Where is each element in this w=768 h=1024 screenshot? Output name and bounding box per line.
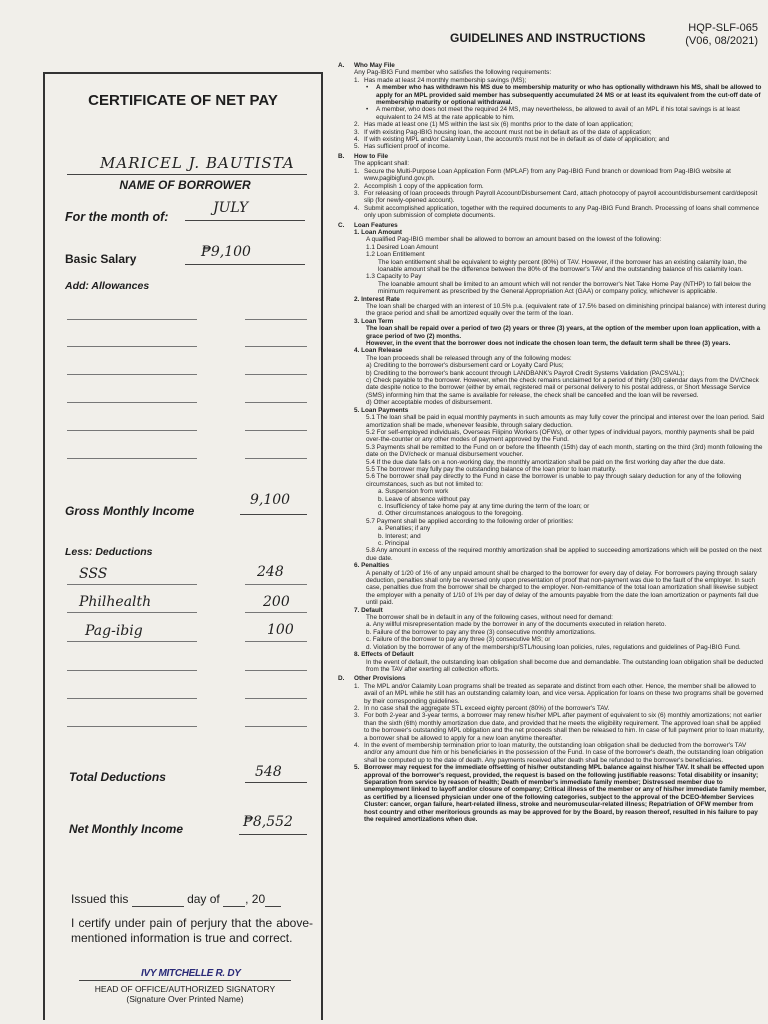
paragraph: c. Failure of the borrower to pay any three (3) consecutive MS; or [366, 636, 551, 644]
paragraph: 5.4 If the due date falls on a non-working day, the monthly amortization shall be paid on the first working day after the due date. [366, 458, 726, 466]
allowance-line [67, 346, 197, 347]
issued-year: , 20 [245, 892, 266, 906]
section-title: Loan Features [354, 221, 398, 229]
allowance-line [67, 458, 197, 459]
paragraph: The loan shall be repaid over a period of two (2) years or three (3) years, at the option of the member upon loan application, with a grace period of two (2) months. [366, 325, 761, 340]
guidelines-title: GUIDELINES AND INSTRUCTIONS [450, 31, 646, 45]
deduction-line [67, 584, 197, 585]
paragraph: c. Insufficiency of take home pay at any time during the term of the loan; or [378, 502, 590, 510]
subsection-title: 2. Interest Rate [354, 295, 400, 303]
allowance-amount-line [245, 319, 307, 320]
gross-income-value: 9,100 [250, 492, 291, 508]
section-letter: B. [338, 152, 345, 160]
section-loan-features [338, 222, 766, 674]
paragraph: 5.6 The borrower shall pay directly to the Fund in case the borrower is unable to pay through salary deduction for any of the following circumstances, such as but not limited to: [366, 473, 742, 488]
paragraph: However, in the event that the borrower does not indicate the chosen loan term, the default term shall be three (3) years. [366, 340, 731, 348]
paragraph: b) Crediting to the borrower's bank account through LANDBANK's Payroll Credit Systems Validation (PACSVAL); [366, 369, 685, 377]
list-item: • A member, who does not meet the required 24 MS, may nevertheless, be allowed to avail of an MPL if his total savings is at least equivalent to 24 MS at the rate applicable to him. [366, 106, 740, 121]
allowance-line [67, 430, 197, 431]
basic-salary-label: Basic Salary [65, 252, 137, 266]
paragraph: 1.2 Loan Entitlement [366, 251, 425, 259]
deduction-line [67, 698, 197, 699]
deduction-name: Philhealth [79, 594, 152, 610]
borrower-name-value: MARICEL J. BAUTISTA [100, 154, 295, 172]
section-letter: D. [338, 675, 345, 683]
subsection-title: 6. Penalties [354, 562, 390, 570]
list-item: 3. For releasing of loan proceeds through Payroll Account/Disbursement Card, attach photocopy of payroll account/disbursement card/deposit slip (for newly-opened account). [354, 189, 758, 205]
paragraph: The loan proceeds shall be released through any of the following modes: [366, 354, 572, 362]
net-income-label: Net Monthly Income [69, 822, 184, 836]
paragraph: c. Principal [378, 540, 410, 547]
subsection-title: 3. Loan Term [354, 317, 394, 325]
paragraph: a. Penalties; if any [378, 525, 431, 533]
paragraph: In the event of default, the outstanding loan obligation shall become due and demandable. The outstanding loan obligation shall be deducted from the TAV after exerting all collection efforts. [366, 658, 764, 673]
month-label: For the month of: [65, 210, 169, 224]
allowance-amount-line [245, 374, 307, 375]
list-item: 2. Accomplish 1 copy of the application form. [354, 182, 484, 190]
subsection-title: 1. Loan Amount [354, 228, 403, 236]
paragraph: a) Crediting to the borrower's disbursement card or Loyalty Card Plus; [366, 362, 564, 370]
deduction-amount-line [245, 670, 307, 671]
paragraph: d) Other acceptable modes of disbursement. [366, 399, 493, 407]
deduction-amount-line [245, 698, 307, 699]
subsection-title: 7. Default [354, 606, 383, 614]
certificate-box [43, 72, 323, 1020]
deduction-amount: 248 [257, 564, 284, 580]
list-item: 5. Borrower may request for the immediate offsetting of his/her outstanding MPL balance against his/her TAV. It shall be effected upon approval of the borrower's request, provided, the request is based on the following justifiable reasons: Total disability or insanity; Separation from service by reason of health; Death of member's immediate family member; Distressed member due to unemployment linked to layoff and/or closure of company; Critical illness of the member or any of his/her immediate family member, as certified by a licensed physician under one of the following categories, subject to the approval of the DCEO-Member Services Cluster: cancer, organ failure, heart-related illness, stroke and neuromuscular-related illness; Repatriation of OFW member from host country and other meritorious grounds as may be approved for by the Board, by reason thereof, resulted in his failure to pay the required amortizations when due. [354, 764, 766, 824]
subsection-title: 5. Loan Payments [354, 406, 409, 414]
list-item: 4. Submit accomplished application, together with the required documents to any Pag-IBIG Fund Branch. Processing of loans shall commence only upon submission of complete documents. [354, 204, 760, 220]
allowance-line [67, 402, 197, 403]
paragraph: 5.8 Any amount in excess of the required monthly amortization shall be applied to succeeding amortizations which will be posted on the next due date. [366, 547, 762, 562]
net-income-line [239, 834, 307, 835]
signatory-name: IVY MITCHELLE R. DY [141, 968, 241, 979]
form-code-block [685, 22, 758, 48]
month-value: JULY [213, 200, 249, 216]
deduction-name: Pag-ibig [85, 623, 143, 639]
list-item: 4. If with existing MPL and/or Calamity Loan, the account/s must not be in default as of date of application; and [354, 136, 670, 144]
certificate-title: CERTIFICATE OF NET PAY [88, 92, 278, 109]
allowance-amount-line [245, 458, 307, 459]
borrower-name-label: NAME OF BORROWER [119, 178, 251, 192]
borrower-name-line [67, 174, 307, 175]
list-item: 1. Secure the Multi-Purpose Loan Application Form (MPLAF) from any Pag-IBIG Fund branch or download from Pag-IBIG website at www.pagibigfund.gov.ph. [354, 167, 731, 183]
paragraph: A penalty of 1/20 of 1% of any unpaid amount shall be charged to the borrower for every day of delay. For borrowers paying through salary deduction, penalties shall only be reversed only upon presentation of proof that non-payment was due to the fault of the employer. In such case, penalties due from the borrower shall be charged to the employer. Non-remittance of the total loan amortization shall likewise subject the employer with a penalty of 1/10 of 1% per day of delay of the amounts payable from the date the loan amortization or payments fall due until paid. [366, 569, 759, 607]
allowance-amount-line [245, 430, 307, 431]
allowance-amount-line [245, 346, 307, 347]
deduction-line [67, 670, 197, 671]
paragraph: b. Leave of absence without pay [378, 495, 470, 503]
issued-year-blank [265, 892, 281, 907]
paragraph: 5.1 The loan shall be paid in equal monthly payments in such amounts as may fully cover the principal and interest over the loan period. Said amortization shall be made, whenever feasible, through salary deduction. [366, 414, 765, 429]
form-code: HQP-SLF-065 [688, 22, 758, 34]
paragraph: d. Violation by the borrower of any of the membership/STL/housing loan policies, rules, regulations and guidelines of Pag-IBIG Fund. [366, 643, 741, 651]
issued-line [71, 892, 281, 907]
paragraph: 5.3 Payments shall be remitted to the Fund on or before the fifteenth (15th) day of each month, starting on the third (3rd) month following the date on the DV/check or manual disbursement voucher. [366, 443, 763, 459]
certify-statement: I certify under pain of perjury that the above-mentioned information is true and correct. [71, 916, 313, 945]
paragraph: b. Failure of the borrower to pay any three (3) consecutive monthly amortizations. [366, 628, 596, 636]
paragraph: The loan shall be charged with an interest of 10.5% p.a. (equivalent rate of 17.5% based on diminishing principal balance) with interest during the grace period and shall be amortized equally over the term of the loan. [366, 303, 766, 318]
deduction-amount: 200 [263, 594, 290, 610]
total-deductions-line [245, 782, 307, 783]
issued-month-blank [223, 892, 245, 907]
deduction-amount-line [245, 612, 307, 613]
deduction-amount: 100 [267, 622, 294, 638]
paragraph: 1.1 Desired Loan Amount [366, 243, 439, 251]
issued-prefix: Issued this [71, 892, 129, 906]
paragraph: 1.3 Capacity to Pay [366, 273, 422, 281]
subsection-title: 8. Effects of Default [354, 651, 414, 659]
paragraph: 5.5 The borrower may fully pay the outstanding balance of the loan prior to loan maturity. [366, 465, 617, 473]
deduction-amount-line [245, 726, 307, 727]
section-who-may-file [338, 62, 766, 151]
list-item: 1. The MPL and/or Calamity Loan programs shall be treated as separate and distinct from each other. Hence, the member shall be allowed to avail of an MPL while he still has an outstanding calamity loan, and vice versa. Application for loans on these two programs shall be governed by their corresponding guidelines. [354, 682, 764, 705]
paragraph: 5.7 Payment shall be applied according to the following order of priorities: [366, 517, 574, 525]
list-item: 1. Has made at least 24 monthly membership savings (MS); [354, 76, 527, 84]
signatory-note: (Signature Over Printed Name) [126, 994, 244, 1004]
list-item: 4. In the event of membership termination prior to loan maturity, the outstanding loan obligation shall be deducted from the borrower's TAV and/or any amount due him or his beneficiaries in the possession of the Fund. In case of the borrower's death, the outstanding loan obligation shall be computed up to the date of death. Any payments received after death shall be refunded to the borrower's beneficiaries. [354, 741, 764, 764]
list-item: 2. Has made at least one (1) MS within the last six (6) months prior to the date of loan application; [354, 121, 633, 129]
paragraph: The borrower shall be in default in any of the following cases, without need for demand: [366, 614, 613, 622]
paragraph: 5.2 For self-employed individuals, Overseas Filipino Workers (OFWs), or other types of individual payors, monthly payments shall be paid over-the-counter or any other modes of payment approved by the Fund. [366, 428, 755, 444]
total-deductions-label: Total Deductions [69, 770, 166, 784]
section-title: Who May File [354, 62, 395, 69]
section-letter: A. [338, 62, 345, 69]
deduction-line [67, 726, 197, 727]
basic-salary-line [185, 264, 305, 265]
basic-salary-value: ₱9,100 [201, 244, 251, 260]
list-item: 3. For both 2-year and 3-year terms, a borrower may renew his/her MPL after payment of equivalent to six (6) monthly amortizations; not earlier than the sixth (6th) monthly amortization due date, and provided that he meets the eligibility requirement. The approved loan shall be applied to the borrower's outstanding MPL obligation and the net proceeds shall then be released to him. In case of full payment prior to loan maturity, a borrower shall be allowed to apply for a new loan anytime thereafter. [354, 712, 765, 742]
section-letter: C. [338, 221, 345, 229]
section-title: How to File [354, 152, 389, 160]
gross-income-label: Gross Monthly Income [65, 504, 195, 518]
section-title: Other Provisions [354, 675, 406, 683]
signature-line [79, 980, 291, 981]
paragraph: d. Other circumstances analogous to the foregoing. [378, 510, 523, 518]
allowances-label: Add: Allowances [65, 280, 150, 292]
signatory-title: HEAD OF OFFICE/AUTHORIZED SIGNATORY [94, 984, 276, 994]
list-item: • A member who has withdrawn his MS due to membership maturity or who has optionally withdrawn his MS, shall be allowed to apply for an MPL provided said member has subsequently accumulated 24 MS or at least its equivalent from the cut-off date of membership maturity or optional withdrawal. [366, 84, 762, 107]
net-income-value: ₱8,552 [243, 814, 293, 830]
deduction-amount-line [245, 641, 307, 642]
section-intro: Any Pag-IBIG Fund member who satisfies the following requirements: [354, 69, 552, 77]
deduction-name: SSS [79, 566, 108, 582]
month-line [185, 220, 305, 221]
allowance-line [67, 319, 197, 320]
paragraph: A qualified Pag-IBIG member shall be allowed to borrow an amount based on the lowest of the following: [366, 236, 662, 244]
section-how-to-file [338, 153, 766, 220]
subsection-title: 4. Loan Release [354, 347, 403, 355]
guidelines-body [338, 62, 766, 825]
allowance-amount-line [245, 402, 307, 403]
allowance-line [67, 374, 197, 375]
list-item: 5. Has sufficient proof of income. [354, 143, 450, 151]
list-item: 3. If with existing Pag-IBIG housing loan, the account must not be in default as of the date of application; [354, 128, 652, 136]
section-other-provisions [338, 675, 766, 823]
section-intro: The applicant shall: [354, 160, 410, 168]
list-item: 2. In no case shall the aggregate STL exceed eighty percent (80%) of the borrower's TAV. [354, 704, 610, 712]
gross-income-line [240, 514, 307, 515]
deduction-amount-line [245, 584, 307, 585]
total-deductions-value: 548 [255, 764, 282, 780]
paragraph: c) Check payable to the borrower. However, when the check remains unclaimed for a period of thirty (30) calendar days from the DV/Check date despite notice to the borrower (either by email, registered mail or personal delivery to his postal address, or Short Message Service (SMS) informing him that the same is available for release, the check shall be cancelled and the loan will be reversed. [366, 377, 759, 399]
paragraph: b. Interest; and [378, 532, 421, 540]
paragraph: The loan entitlement shall be equivalent to eighty percent (80%) of TAV. However, if the borrower has an existing calamity loan, the loanable amount shall be the difference between the 80% of the borrower's TAV and the outstanding balance of his calamity loan. [378, 258, 747, 273]
deduction-line [67, 641, 197, 642]
deductions-label: Less: Deductions [65, 546, 153, 558]
issued-mid: day of [187, 892, 220, 906]
issued-day-blank [132, 892, 184, 907]
form-version: (V06, 08/2021) [685, 35, 758, 47]
paragraph: The loanable amount shall be limited to an amount which will not render the borrower's Net Take Home Pay (NTHP) to fall below the minimum requirement as prescribed by the General Appropriation Act (GAA) or company policy, whichever is applicable. [378, 280, 752, 296]
deduction-line [67, 612, 197, 613]
paragraph: a. Suspension from work [378, 488, 449, 496]
paragraph: a. Any willful misrepresentation made by the borrower in any of the documents executed in relation hereto. [366, 621, 667, 629]
